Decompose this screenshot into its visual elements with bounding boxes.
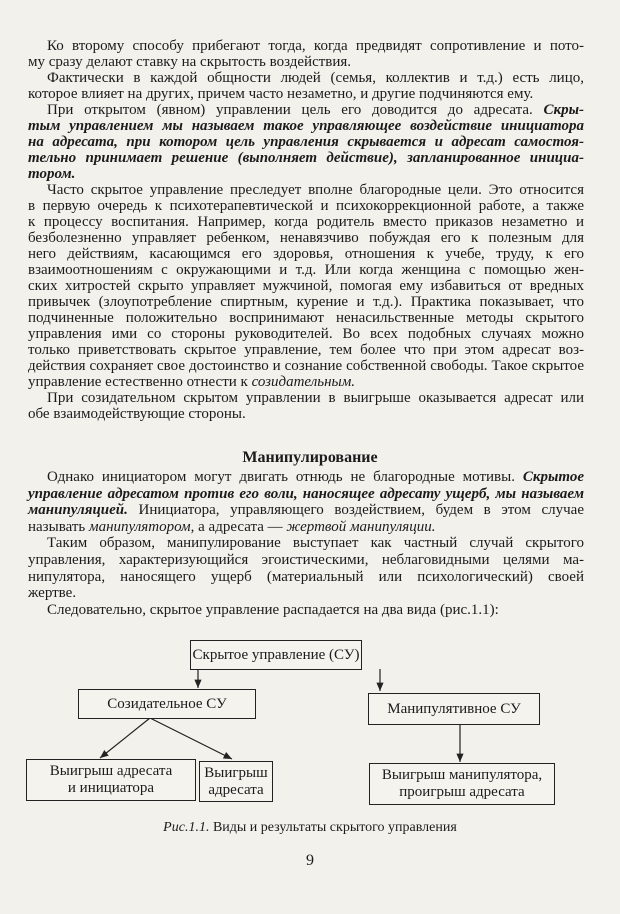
text-run: которое влияет на других, причем часто незаметно, и другие подчиняются ему.: [28, 86, 534, 102]
emphasized-text: манипулятором: [89, 518, 191, 535]
page-number: 9: [306, 852, 314, 869]
text-run: , а адресата —: [190, 518, 287, 535]
text-run: безболезненно управляет ребенком, ненавязчиво побуждая его к полезным для: [28, 230, 584, 246]
box-label: Скрытое управление (СУ): [192, 646, 360, 663]
text-run: управления ими со стороны руководителей. Во всех подобных случаях можно: [28, 326, 584, 342]
emphasized-text: тельно принимает решение (выполняет действие), запланированное инициа-: [28, 150, 584, 166]
text-run: привычек (злоупотребление спиртным, курение и т.д.). Практика показывает, что: [28, 294, 584, 310]
text-run: обе взаимодействующие стороны.: [28, 406, 246, 422]
text-run: жертве.: [28, 585, 77, 602]
text-run: ских хитростей скрыто управляет мужчиной, помогая ему избавиться от вредных: [28, 278, 584, 294]
text-run: управление естественно отнести к: [28, 374, 252, 390]
box-win-manipulator: [369, 763, 555, 805]
emphasized-text: созидательным.: [251, 374, 356, 390]
section-heading: Манипулирование: [242, 449, 378, 466]
text-run: Таким образом, манипулирование выступает как частный случай скрытого: [47, 535, 584, 552]
caption-text: Виды и результаты скрытого управления: [209, 820, 457, 835]
box-label: проигрыш адресата: [399, 784, 525, 800]
text-run: му сразу делают ставку на скрытость воздействия.: [28, 54, 352, 70]
text-run: управления, характеризующийся эгоистическими, неблаговидными целями ма-: [28, 552, 584, 568]
emphasized-text: управление адресатом против его воли, наносящее адресату ущерб, мы называем: [28, 485, 584, 502]
arrow-constructive-to-addressee: [150, 718, 232, 759]
emphasized-text: манипуляцией.: [28, 502, 128, 519]
text-run: При открытом (явном) управлении цель его доводится до адресата.: [47, 102, 544, 118]
caption-label: Рис.1.1.: [163, 820, 210, 835]
text-run: него действиям, касающимся его здоровья, отношения к учебе, труду, к его: [28, 246, 584, 262]
box-manipulative: [368, 693, 540, 725]
emphasized-text: тым управлением мы называем такое управляющее воздействие инициатора: [28, 118, 584, 134]
text-run: подчиненные положительно воспринимают ненасильственные методы скрытого: [28, 310, 584, 326]
text-run: Однако инициатором могут двигать отнюдь не благородные мотивы.: [47, 469, 523, 485]
text-run: в первую очередь к психотерапевтической и психокоррекционной работе, а также: [28, 198, 584, 214]
emphasized-text: тором.: [28, 166, 76, 182]
box-label: Выигрыш манипулятора,: [381, 767, 543, 783]
emphasized-text: Скрытое: [522, 469, 584, 485]
text-run: Часто скрытое управление преследует вполне благородные цели. Это относится: [47, 182, 584, 198]
text-run: Фактически в каждой общности людей (семья, коллектив и т.д.) есть лицо,: [47, 70, 584, 86]
box-label: Созидательное СУ: [107, 695, 227, 712]
text-run: При созидательном скрытом управлении в выигрыше оказывается адресат или: [47, 390, 584, 406]
text-run: Ко второму способу прибегают тогда, когда предвидят сопротивление и пото-: [47, 38, 584, 54]
emphasized-text: жертвой манипуляции.: [286, 518, 436, 535]
text-run: Инициатора, управляющего воздействием, будем в этом случае: [127, 502, 584, 519]
text-run: действия сохраняет свое достоинство и сознание собственной свободы. Такое скрытое: [28, 358, 584, 374]
emphasized-text: на адресата, при котором цель управления скрывается и адресат самостоя-: [28, 134, 584, 150]
figure-caption: [0, 820, 620, 836]
box-label: Манипулятивное СУ: [387, 700, 521, 717]
emphasized-text: Скры-: [543, 102, 584, 118]
box-win-both: [26, 759, 196, 801]
text-run: к процессу воспитания. Например, когда родитель вместо приказов незаметно и: [28, 214, 584, 230]
text-run: взаимоотношениям с окружающими и т.д. Или когда женщина с помощью жен-: [28, 262, 584, 278]
text-run: только приветствовать скрытое управление, тем более что при этом адресат воз-: [28, 342, 584, 358]
text-run: Следовательно, скрытое управление распадается на два вида (рис.1.1):: [47, 601, 499, 618]
box-win-addressee: [199, 761, 273, 802]
box-label: Выигрыш адресата: [49, 763, 173, 779]
box-label: адресата: [208, 781, 264, 798]
box-constructive: [78, 689, 256, 719]
box-hidden-control: [190, 640, 362, 670]
text-run: называть: [28, 518, 89, 535]
box-label: и инициатора: [67, 780, 155, 796]
arrow-constructive-to-both: [100, 718, 150, 758]
box-label: Выигрыш: [204, 764, 268, 781]
text-run: нипулятора, наносящего ущерб (материальный или психологический) своей: [28, 568, 584, 585]
